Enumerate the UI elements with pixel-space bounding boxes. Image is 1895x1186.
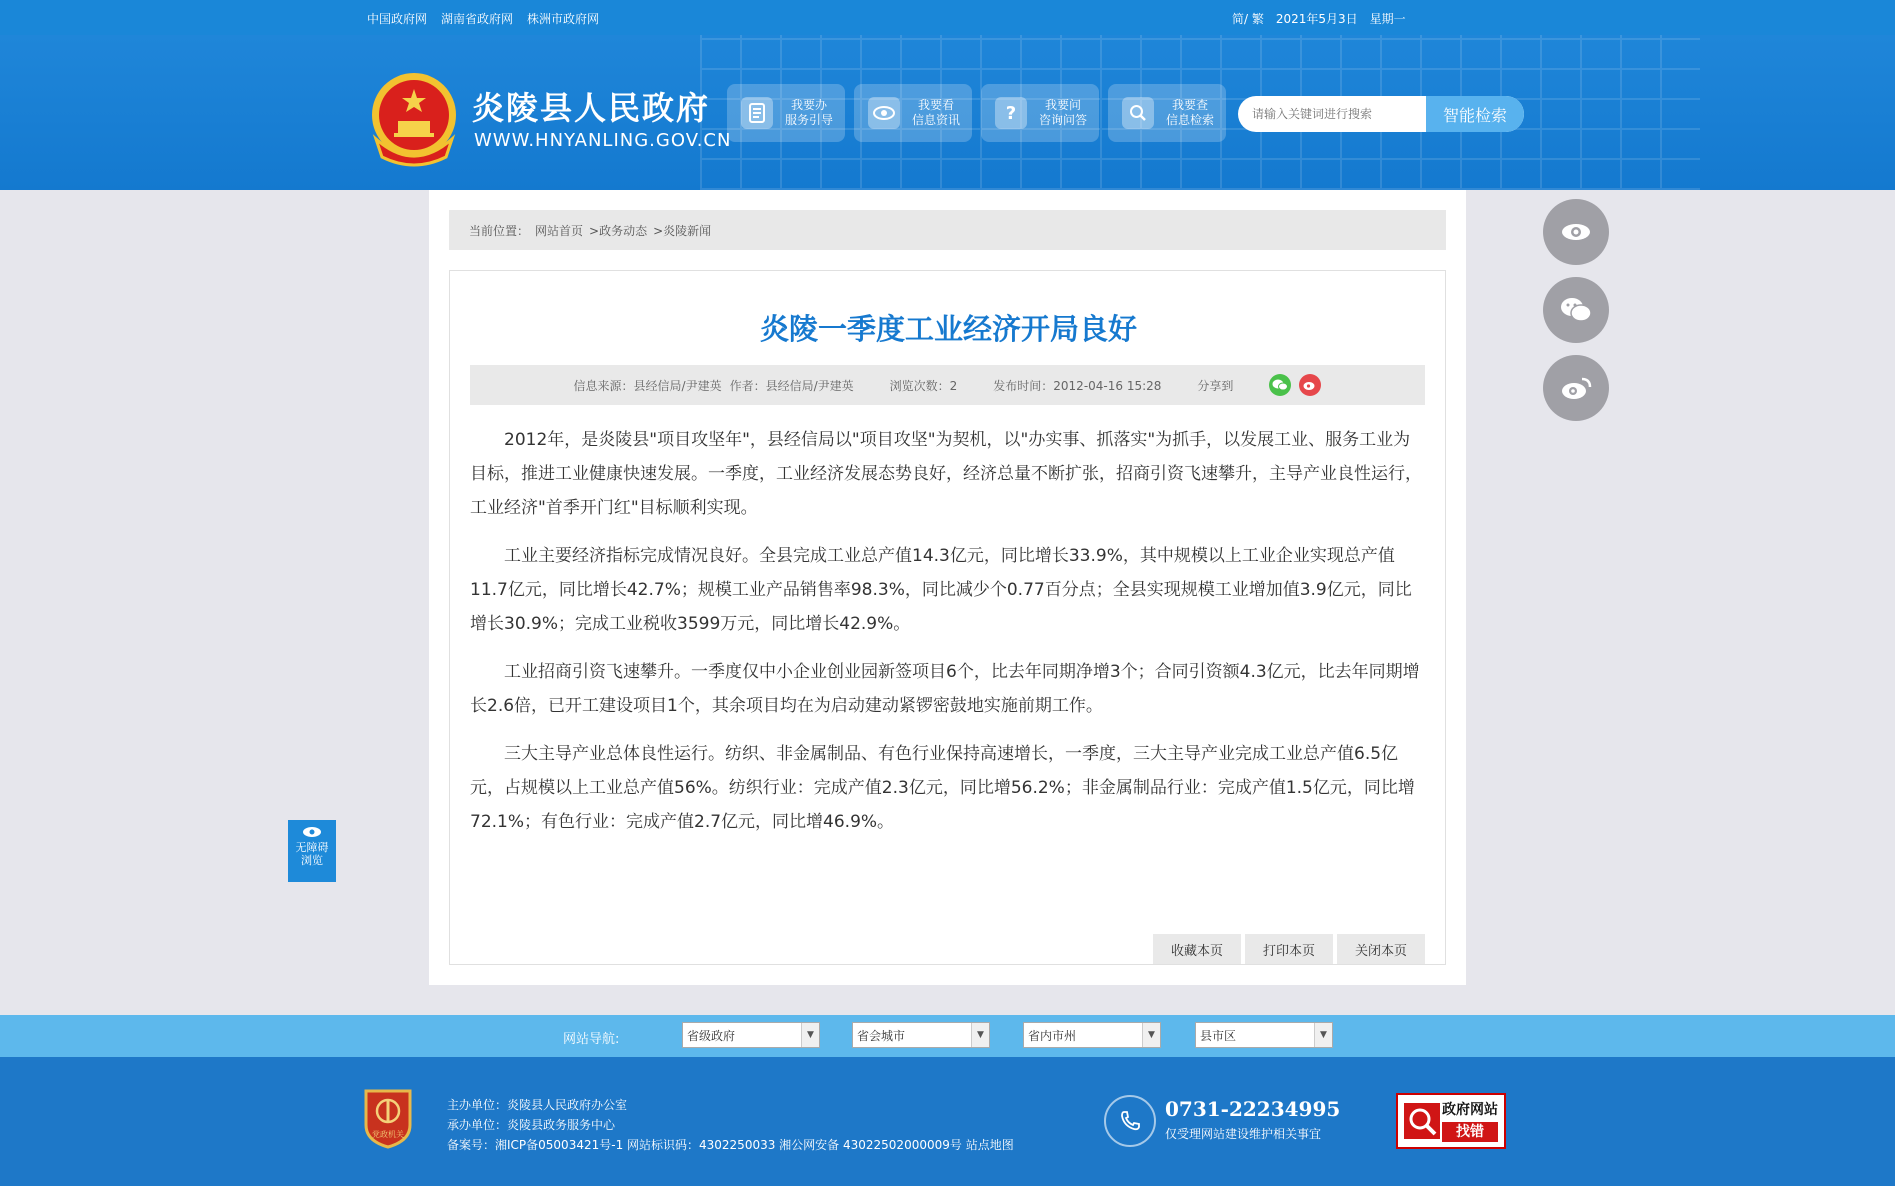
- top-right-info: [1232, 10, 1406, 27]
- site-nav-bar: [0, 1015, 1895, 1057]
- float-eye-button[interactable]: [1543, 199, 1609, 265]
- close-page-button[interactable]: 关闭本页: [1337, 934, 1425, 964]
- select-province-cities[interactable]: [1023, 1022, 1161, 1048]
- meta-author: 作者：县经信局/尹建英: [729, 378, 854, 393]
- footer-phone: 0731-22234995: [1165, 1097, 1341, 1121]
- select-counties-value: 县市区: [1200, 1028, 1237, 1043]
- site-title: 炎陵县人民政府: [472, 89, 711, 127]
- breadcrumb: [449, 210, 1446, 250]
- link-central-gov[interactable]: 中国政府网: [367, 12, 428, 26]
- search-icon: [1122, 97, 1154, 129]
- error-report-line1: 政府网站: [1442, 1102, 1498, 1118]
- select-province-cities-value: 省内市州: [1028, 1028, 1077, 1043]
- breadcrumb-yanling-news[interactable]: >炎陵新闻: [653, 223, 712, 238]
- site-footer: [0, 1057, 1895, 1186]
- footer-record: 备案号：湘ICP备05003421号-1 网站标识码：4302250033 湘公网安备 43022502000009号 站点地图: [447, 1138, 1014, 1152]
- consult-qa-button[interactable]: [981, 84, 1099, 142]
- smart-search-button[interactable]: 智能检索: [1426, 96, 1524, 132]
- chevron-down-icon: ▼: [1142, 1023, 1160, 1047]
- main-content: [429, 190, 1466, 985]
- breadcrumb-gov-news[interactable]: >政务动态: [589, 223, 648, 238]
- float-wechat-button[interactable]: [1543, 277, 1609, 343]
- article-body: [470, 423, 1425, 853]
- info-news-button[interactable]: [854, 84, 972, 142]
- service-guide-line1: 我要办: [791, 98, 828, 112]
- party-gov-badge-icon[interactable]: [362, 1087, 414, 1149]
- select-capital-cities-value: 省会城市: [857, 1028, 906, 1043]
- footer-phone-note: 仅受理网站建设维护相关事宜: [1165, 1127, 1322, 1141]
- accessibility-line1: 无障碍: [295, 841, 329, 854]
- breadcrumb-label: 当前位置：: [469, 223, 530, 238]
- info-search-line1: 我要查: [1172, 98, 1209, 112]
- error-report-line2: 找错: [1442, 1122, 1498, 1142]
- eye-icon: [1560, 222, 1592, 242]
- current-weekday: 星期一: [1369, 12, 1406, 26]
- accessibility-line2: 浏览: [301, 854, 323, 867]
- article-actions: [1153, 934, 1425, 964]
- phone-icon: [1104, 1095, 1156, 1147]
- weibo-icon: [1560, 375, 1592, 401]
- print-page-button[interactable]: 打印本页: [1245, 934, 1333, 964]
- consult-qa-line1: 我要问: [1045, 98, 1082, 112]
- wechat-share-icon[interactable]: [1269, 374, 1291, 396]
- select-provincial-gov[interactable]: [682, 1022, 820, 1048]
- float-weibo-button[interactable]: [1543, 355, 1609, 421]
- select-capital-cities[interactable]: [852, 1022, 990, 1048]
- service-guide-line2: 服务引导: [785, 113, 834, 127]
- document-icon: [741, 97, 773, 129]
- eye-icon: [868, 97, 900, 129]
- service-guide-button[interactable]: [727, 84, 845, 142]
- article-paragraph: 工业招商引资飞速攀升。一季度仅中小企业创业园新签项目6个，比去年同期净增3个；合同引资额4.3亿元，比去年同期增长2.6倍，已开工建设项目1个，其余项目均在为启动建动紧锣密鼓地实施前期工作。: [470, 662, 1420, 716]
- breadcrumb-home[interactable]: 网站首页: [535, 223, 584, 238]
- meta-share-label: 分享到: [1197, 378, 1234, 393]
- chevron-down-icon: ▼: [1314, 1023, 1332, 1047]
- chevron-down-icon: ▼: [801, 1023, 819, 1047]
- search-box: [1238, 96, 1524, 132]
- top-strip: [0, 0, 1895, 35]
- info-search-button[interactable]: [1108, 84, 1226, 142]
- link-zhuzhou-gov[interactable]: 株洲市政府网: [527, 12, 600, 26]
- lang-switch[interactable]: 简/ 繁: [1232, 12, 1264, 26]
- weibo-share-icon[interactable]: [1299, 374, 1321, 396]
- select-counties[interactable]: [1195, 1022, 1333, 1048]
- site-nav-label: 网站导航:: [563, 1032, 620, 1047]
- current-date: 2021年5月3日: [1275, 12, 1358, 26]
- article-meta: [470, 365, 1425, 405]
- gov-site-error-report-button[interactable]: [1396, 1093, 1506, 1149]
- article-panel: [449, 270, 1446, 965]
- article-paragraph: 工业主要经济指标完成情况良好。全县完成工业总产值14.3亿元，同比增长33.9%，其中规模以上工业企业实现总产值11.7亿元，同比增长42.7%；规模工业产品销售率98.3%，同比减少个0.77百分点；全县实现规模工业增加值3.9亿元，同比增长30.9%；完成工业税收3599万元，同比增长42.9%。: [470, 546, 1412, 634]
- site-header: [0, 35, 1895, 190]
- chevron-down-icon: ▼: [971, 1023, 989, 1047]
- question-icon: ?: [995, 97, 1027, 129]
- party-gov-badge-text: 党政机关: [372, 1130, 404, 1139]
- footer-host: 主办单位：炎陵县人民政府办公室: [447, 1098, 628, 1112]
- magnifier-icon: [1402, 1099, 1442, 1143]
- consult-qa-line2: 咨询问答: [1039, 113, 1088, 127]
- search-input[interactable]: [1252, 96, 1432, 132]
- national-emblem-icon: [366, 69, 462, 169]
- article-paragraph: 2012年，是炎陵县"项目攻坚年"，县经信局以"项目攻坚"为契机，以"办实事、抓落实"为抓手，以发展工业、服务工业为目标，推进工业健康快速发展。一季度，工业经济发展态势良好，经济总量不断扩张，招商引资飞速攀升，主导产业良性运行，工业经济"首季开门红"目标顺利实现。: [470, 430, 1422, 518]
- meta-published: 发布时间：2012-04-16 15:28: [993, 378, 1162, 393]
- info-search-line2: 信息检索: [1166, 113, 1215, 127]
- info-news-line1: 我要看: [918, 98, 955, 112]
- meta-views: 浏览次数：2: [889, 378, 958, 393]
- eye-icon: [302, 826, 322, 838]
- meta-source: 信息来源：县经信局/尹建英: [573, 378, 722, 393]
- wechat-icon: [1560, 297, 1592, 323]
- article-title: 炎陵一季度工业经济开局良好: [759, 312, 1137, 346]
- article-paragraph: 三大主导产业总体良性运行。纺织、非金属制品、有色行业保持高速增长，一季度，三大主导产业完成工业总产值6.5亿元，占规模以上工业总产值56%。纺织行业：完成产值2.3亿元，同比增56.2%；非金属制品行业：完成产值1.5亿元，同比增72.1%；有色行业：完成产值2.7亿元，同比增46.9%。: [470, 744, 1415, 832]
- info-news-line2: 信息资讯: [912, 113, 961, 127]
- select-provincial-gov-value: 省级政府: [687, 1028, 736, 1043]
- footer-organizer: 承办单位：炎陵县政务服务中心: [447, 1118, 616, 1132]
- top-links: [367, 10, 599, 27]
- site-domain: WWW.HNYANLING.GOV.CN: [474, 130, 732, 151]
- footer-info: [447, 1095, 1014, 1155]
- accessibility-button[interactable]: [288, 820, 336, 882]
- bookmark-page-button[interactable]: 收藏本页: [1153, 934, 1241, 964]
- link-hunan-gov[interactable]: 湖南省政府网: [441, 12, 514, 26]
